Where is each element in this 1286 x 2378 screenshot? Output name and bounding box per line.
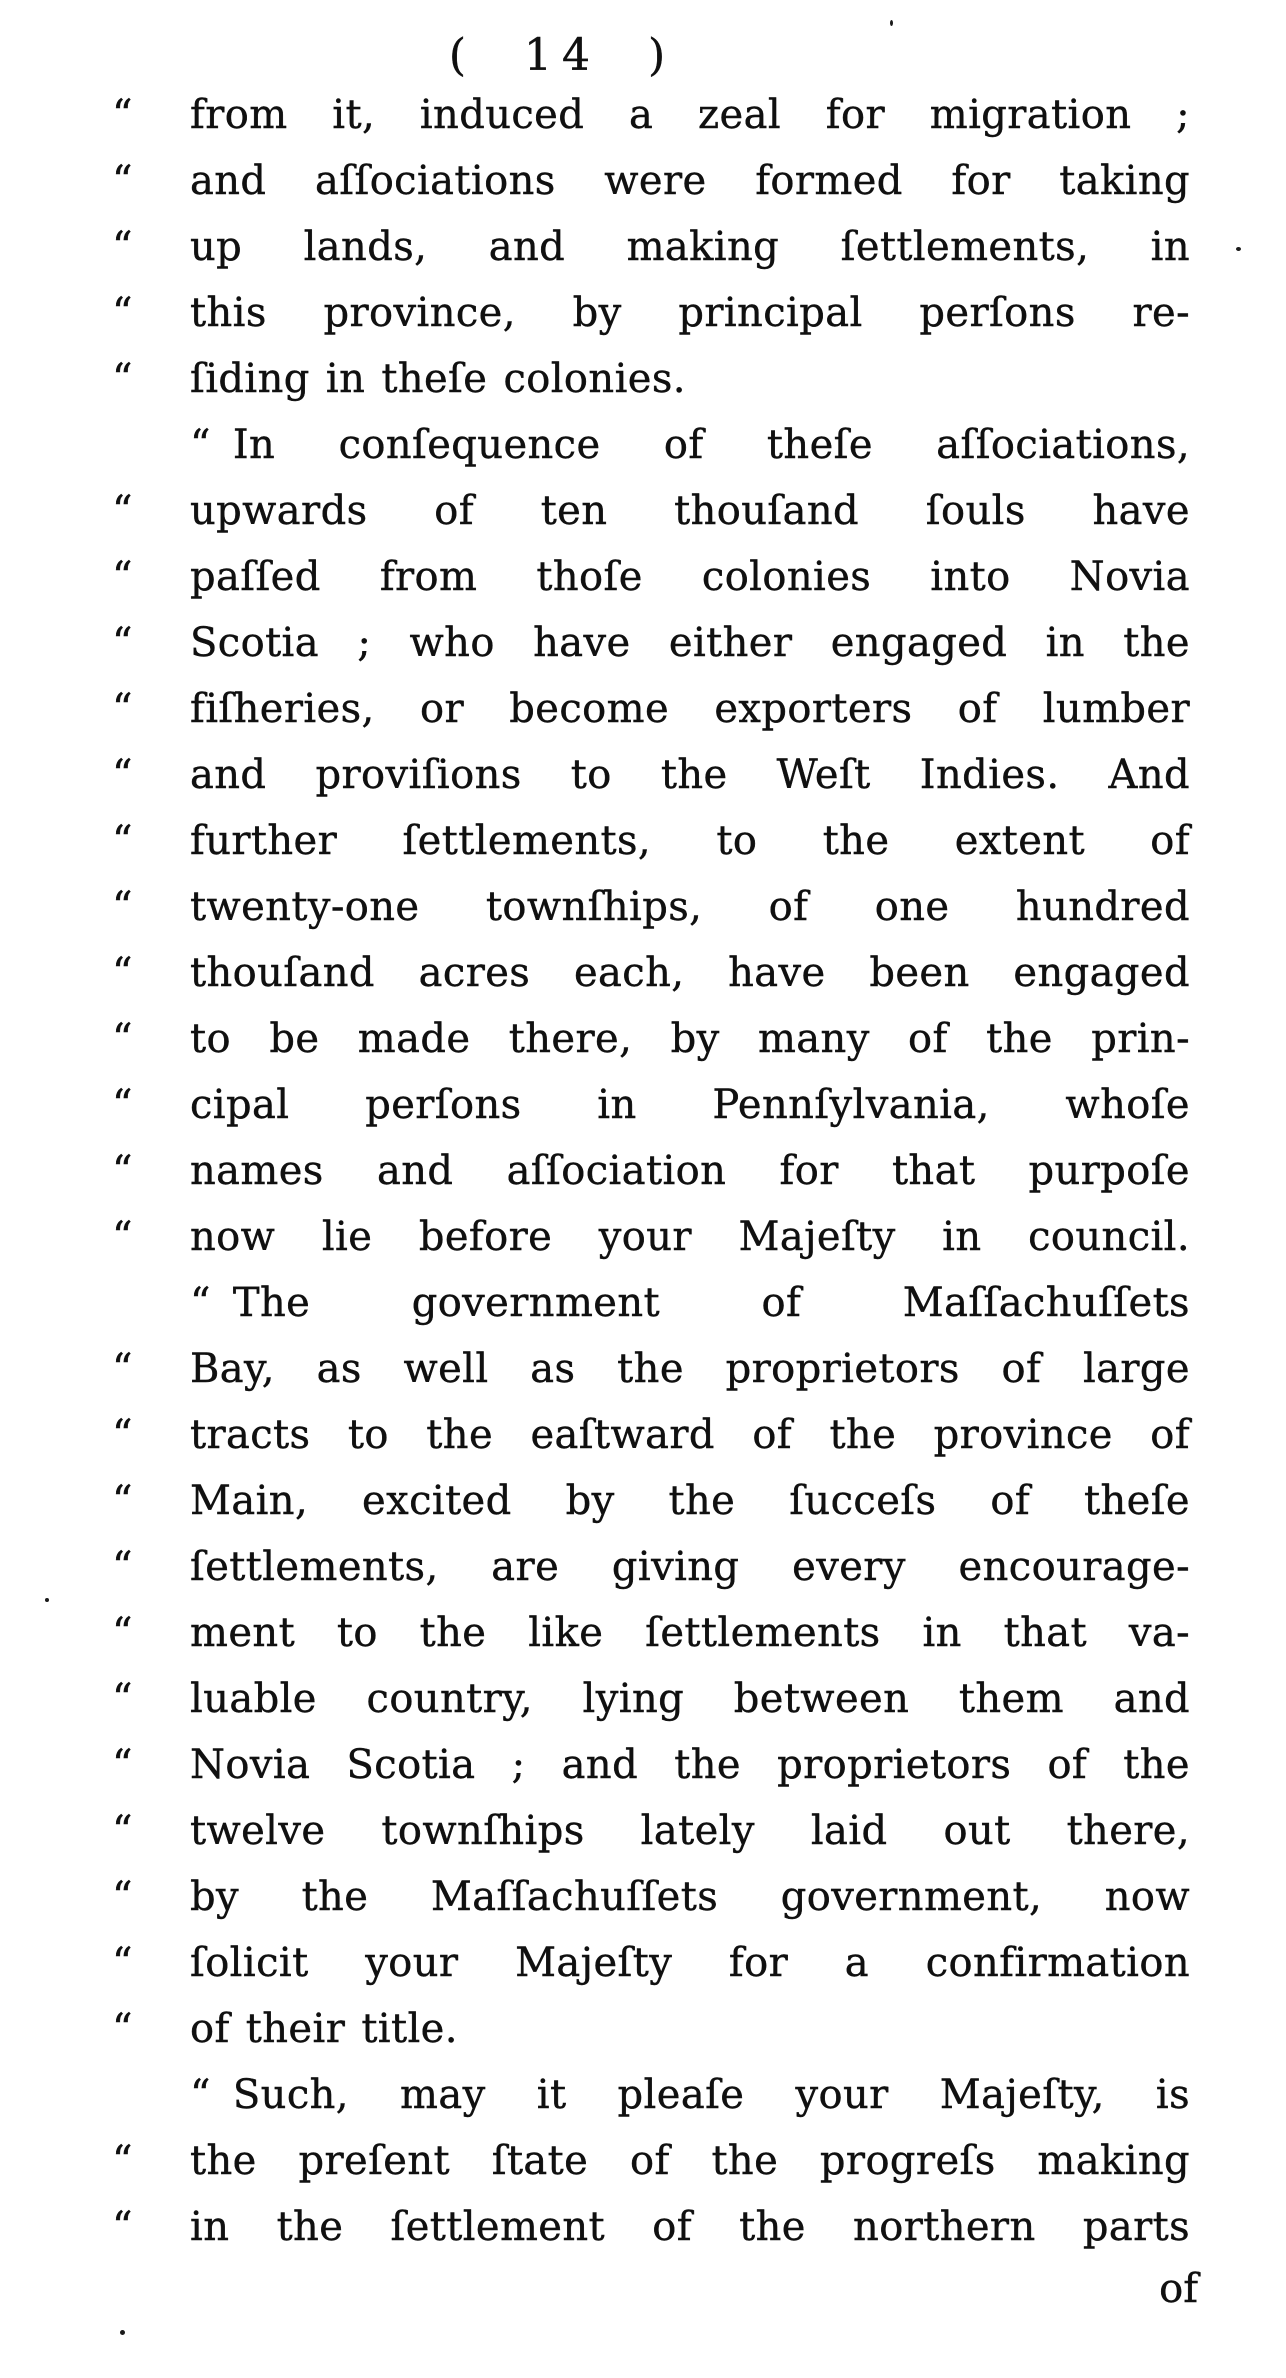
quote-mark: “ — [112, 752, 133, 798]
text-line — [112, 1874, 1190, 1940]
text-line — [112, 1148, 1190, 1214]
line-text: Novia Scotia ; and the proprietors of the — [190, 1742, 1190, 1788]
line-text: ment to the like ſettlements in that va- — [190, 1610, 1190, 1656]
quote-mark: “ — [112, 818, 133, 864]
text-line — [112, 488, 1190, 554]
line-text: the preſent ſtate of the progreſs making — [190, 2138, 1190, 2184]
quote-mark: “ — [112, 554, 133, 600]
text-line — [112, 92, 1190, 158]
ink-speck — [120, 2330, 125, 2335]
text-line — [112, 356, 1190, 422]
line-text: Main, excited by the ſucceſs of theſe — [190, 1478, 1190, 1524]
text-line — [112, 752, 1190, 818]
text-line — [112, 2204, 1190, 2270]
line-text: The government of Maſſachuſſets — [232, 1280, 1190, 1326]
text-line — [112, 1214, 1190, 1280]
text-line — [112, 2006, 1190, 2072]
line-text: now lie before your Majeſty in council. — [190, 1214, 1190, 1260]
page-text — [112, 92, 1190, 2270]
line-text: ſiding in theſe colonies. — [190, 356, 686, 402]
quote-mark: “ — [112, 488, 133, 534]
quote-mark: “ — [112, 1610, 133, 1656]
line-text: to be made there, by many of the prin- — [190, 1016, 1190, 1062]
catchword: of — [1159, 2266, 1198, 2312]
line-text: ſettlements, are giving every encourage- — [190, 1544, 1190, 1590]
quote-mark: “ — [190, 422, 211, 468]
quote-mark: “ — [112, 884, 133, 930]
line-text: twelve townſhips lately laid out there, — [190, 1808, 1190, 1854]
text-line — [112, 1016, 1190, 1082]
quote-mark: “ — [112, 92, 133, 138]
quote-mark: “ — [190, 1280, 211, 1326]
text-line — [112, 224, 1190, 290]
text-line — [112, 1808, 1190, 1874]
quote-mark: “ — [112, 224, 133, 270]
quote-mark: “ — [112, 950, 133, 996]
text-line — [112, 686, 1190, 752]
text-line — [112, 554, 1190, 620]
line-text: of their title. — [190, 2006, 458, 2052]
line-text: thouſand acres each, have been engaged — [190, 950, 1190, 996]
text-line — [112, 290, 1190, 356]
line-text: tracts to the eaſtward of the province of — [190, 1412, 1190, 1458]
quote-mark: “ — [190, 2072, 211, 2118]
text-line — [112, 1742, 1190, 1808]
text-line — [112, 2072, 1190, 2138]
text-line — [112, 884, 1190, 950]
quote-mark: “ — [112, 1478, 133, 1524]
text-line — [112, 1478, 1190, 1544]
text-line — [112, 422, 1190, 488]
quote-mark: “ — [112, 2006, 133, 2052]
text-line — [112, 1610, 1190, 1676]
line-text: from it, induced a zeal for migration ; — [190, 92, 1190, 138]
line-text: twenty-one townſhips, of one hundred — [190, 884, 1190, 930]
line-text: cipal perſons in Pennſylvania, whoſe — [190, 1082, 1190, 1128]
quote-mark: “ — [112, 1676, 133, 1722]
quote-mark: “ — [112, 1016, 133, 1062]
quote-mark: “ — [112, 1544, 133, 1590]
text-line — [112, 158, 1190, 224]
quote-mark: “ — [112, 1082, 133, 1128]
text-line — [112, 1544, 1190, 1610]
line-text: in the ſettlement of the northern parts — [190, 2204, 1190, 2250]
quote-mark: “ — [112, 356, 133, 402]
text-line — [112, 2138, 1190, 2204]
text-line — [112, 1676, 1190, 1742]
text-line — [112, 818, 1190, 884]
line-text: ſolicit your Majeſty for a confirmation — [190, 1940, 1190, 1986]
quote-mark: “ — [112, 1412, 133, 1458]
quote-mark: “ — [112, 290, 133, 336]
quote-mark: “ — [112, 2204, 133, 2250]
quote-mark: “ — [112, 1346, 133, 1392]
line-text: upwards of ten thouſand ſouls have — [190, 488, 1190, 534]
quote-mark: “ — [112, 620, 133, 666]
quote-mark: “ — [112, 1940, 133, 1986]
text-line — [112, 620, 1190, 686]
ink-speck — [45, 1598, 49, 1602]
line-text: this province, by principal perſons re- — [190, 290, 1190, 336]
quote-mark: “ — [112, 2138, 133, 2184]
line-text: and proviſions to the Weſt Indies. And — [190, 752, 1190, 798]
quote-mark: “ — [112, 1742, 133, 1788]
line-text: and aſſociations were formed for taking — [190, 158, 1190, 204]
ink-speck — [890, 20, 893, 26]
line-text: Such, may it pleaſe your Majeſty, is — [232, 2072, 1190, 2118]
ink-speck — [1236, 247, 1241, 251]
page-number: ( 14 ) — [448, 30, 676, 81]
line-text: up lands, and making ſettlements, in — [190, 224, 1190, 270]
line-text: paſſed from thoſe colonies into Novia — [190, 554, 1190, 600]
line-text: names and aſſociation for that purpoſe — [190, 1148, 1190, 1194]
line-text: luable country, lying between them and — [190, 1676, 1190, 1722]
line-text: by the Maſſachuſſets government, now — [190, 1874, 1190, 1920]
text-line — [112, 950, 1190, 1016]
line-text: fiſheries, or become exporters of lumber — [190, 686, 1190, 732]
quote-mark: “ — [112, 158, 133, 204]
text-line — [112, 1346, 1190, 1412]
line-text: Scotia ; who have either engaged in the — [190, 620, 1190, 666]
line-text: Bay, as well as the proprietors of large — [190, 1346, 1190, 1392]
line-text: further ſettlements, to the extent of — [190, 818, 1190, 864]
text-line — [112, 1940, 1190, 2006]
text-line — [112, 1412, 1190, 1478]
quote-mark: “ — [112, 1148, 133, 1194]
line-text: In conſequence of theſe aſſociations, — [232, 422, 1190, 468]
quote-mark: “ — [112, 1808, 133, 1854]
text-line — [112, 1280, 1190, 1346]
text-line — [112, 1082, 1190, 1148]
quote-mark: “ — [112, 686, 133, 732]
quote-mark: “ — [112, 1214, 133, 1260]
quote-mark: “ — [112, 1874, 133, 1920]
